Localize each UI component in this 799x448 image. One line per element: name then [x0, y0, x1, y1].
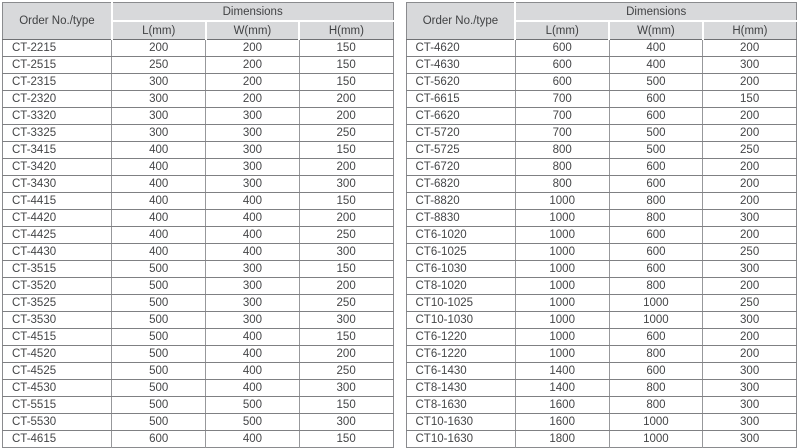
table-row — [406, 346, 797, 363]
l-cell: 500 — [112, 346, 206, 363]
order-no-cell: CT-8820 — [406, 193, 515, 210]
h-cell: 200 — [299, 159, 393, 176]
table-row — [3, 193, 394, 210]
l-cell: 1000 — [515, 329, 609, 346]
w-cell: 200 — [206, 40, 300, 57]
l-cell: 700 — [515, 91, 609, 108]
h-cell: 150 — [299, 40, 393, 57]
order-no-cell: CT-4415 — [3, 193, 112, 210]
w-cell: 400 — [206, 363, 300, 380]
l-cell: 700 — [515, 108, 609, 125]
l-cell: 500 — [112, 397, 206, 414]
w-cell: 200 — [206, 91, 300, 108]
h-cell: 300 — [703, 312, 797, 329]
h-cell: 150 — [703, 91, 797, 108]
w-cell: 200 — [206, 74, 300, 91]
h-cell: 250 — [703, 295, 797, 312]
l-cell: 400 — [112, 159, 206, 176]
h-cell: 300 — [299, 312, 393, 329]
order-no-cell: CT-3515 — [3, 261, 112, 278]
w-cell: 300 — [206, 278, 300, 295]
w-cell: 500 — [609, 74, 703, 91]
l-cell: 800 — [515, 159, 609, 176]
dimensions-header: Dimensions — [515, 3, 796, 22]
table-row — [406, 278, 797, 295]
order-no-cell: CT-6620 — [406, 108, 515, 125]
order-no-cell: CT-5725 — [406, 142, 515, 159]
h-cell: 200 — [703, 329, 797, 346]
w-cell: 500 — [609, 125, 703, 142]
l-cell: 1800 — [515, 431, 609, 448]
table-row — [406, 431, 797, 448]
h-cell: 150 — [299, 57, 393, 74]
order-no-cell: CT6-1220 — [406, 329, 515, 346]
w-cell: 300 — [206, 125, 300, 142]
w-cell: 600 — [609, 244, 703, 261]
table-row — [406, 193, 797, 210]
w-cell: 800 — [609, 210, 703, 227]
l-cell: 300 — [112, 108, 206, 125]
order-no-cell: CT8-1630 — [406, 397, 515, 414]
w-cell: 400 — [206, 210, 300, 227]
table-row — [3, 431, 394, 448]
h-cell: 250 — [703, 142, 797, 159]
l-cell: 1000 — [515, 346, 609, 363]
w-cell: 400 — [206, 193, 300, 210]
order-no-cell: CT-3415 — [3, 142, 112, 159]
h-cell: 200 — [703, 159, 797, 176]
h-cell: 200 — [299, 278, 393, 295]
table-row — [3, 176, 394, 193]
l-cell: 300 — [112, 74, 206, 91]
order-no-cell: CT-2320 — [3, 91, 112, 108]
order-no-cell: CT-6720 — [406, 159, 515, 176]
h-cell: 200 — [703, 40, 797, 57]
l-cell: 1000 — [515, 227, 609, 244]
order-no-type-header: Order No./type — [3, 3, 112, 40]
l-cell: 300 — [112, 125, 206, 142]
w-cell: 400 — [206, 329, 300, 346]
h-cell: 200 — [299, 346, 393, 363]
h-cell: 250 — [299, 295, 393, 312]
w-cell: 800 — [609, 193, 703, 210]
l-cell: 1400 — [515, 380, 609, 397]
order-no-cell: CT-4620 — [406, 40, 515, 57]
l-cell: 500 — [112, 363, 206, 380]
w-cell: 1000 — [609, 414, 703, 431]
table-row — [3, 159, 394, 176]
l-cell: 1000 — [515, 210, 609, 227]
table-row — [3, 397, 394, 414]
table-row — [406, 91, 797, 108]
h-cell: 300 — [703, 414, 797, 431]
h-cell: 250 — [703, 244, 797, 261]
table-row — [406, 74, 797, 91]
spec-table-right — [406, 2, 798, 448]
h-cell: 300 — [299, 244, 393, 261]
table-row — [406, 312, 797, 329]
order-no-cell: CT-4520 — [3, 346, 112, 363]
table-row — [406, 397, 797, 414]
order-no-cell: CT-5620 — [406, 74, 515, 91]
l-cell: 400 — [112, 227, 206, 244]
w-cell: 400 — [206, 380, 300, 397]
table-body — [3, 40, 394, 448]
l-cell: 600 — [515, 40, 609, 57]
h-cell: 150 — [299, 431, 393, 448]
height-header: H(mm) — [299, 21, 393, 40]
order-no-cell: CT10-1025 — [406, 295, 515, 312]
l-cell: 400 — [112, 142, 206, 159]
table-row — [3, 278, 394, 295]
l-cell: 500 — [112, 295, 206, 312]
order-no-cell: CT-3520 — [3, 278, 112, 295]
h-cell: 200 — [703, 227, 797, 244]
table-header — [406, 3, 797, 40]
table-row — [3, 329, 394, 346]
table-row — [406, 244, 797, 261]
order-no-cell: CT-4630 — [406, 57, 515, 74]
table-row — [3, 244, 394, 261]
w-cell: 400 — [206, 346, 300, 363]
table-row — [406, 57, 797, 74]
table-row — [3, 312, 394, 329]
h-cell: 200 — [703, 74, 797, 91]
h-cell: 300 — [299, 414, 393, 431]
l-cell: 1000 — [515, 193, 609, 210]
order-no-cell: CT-3420 — [3, 159, 112, 176]
h-cell: 200 — [703, 108, 797, 125]
l-cell: 500 — [112, 261, 206, 278]
w-cell: 400 — [206, 244, 300, 261]
h-cell: 200 — [703, 125, 797, 142]
table-row — [406, 414, 797, 431]
order-no-cell: CT-3320 — [3, 108, 112, 125]
h-cell: 250 — [299, 363, 393, 380]
l-cell: 1600 — [515, 397, 609, 414]
h-cell: 150 — [299, 397, 393, 414]
order-no-cell: CT-4525 — [3, 363, 112, 380]
order-no-type-header: Order No./type — [406, 3, 515, 40]
l-cell: 500 — [112, 414, 206, 431]
h-cell: 200 — [703, 278, 797, 295]
w-cell: 300 — [206, 142, 300, 159]
table-row — [406, 142, 797, 159]
h-cell: 150 — [299, 261, 393, 278]
l-cell: 1000 — [515, 261, 609, 278]
w-cell: 600 — [609, 261, 703, 278]
order-no-cell: CT-4420 — [3, 210, 112, 227]
w-cell: 600 — [609, 329, 703, 346]
table-row — [3, 74, 394, 91]
width-header: W(mm) — [609, 21, 703, 40]
table-row — [3, 346, 394, 363]
dimensions-header: Dimensions — [112, 3, 393, 22]
l-cell: 1600 — [515, 414, 609, 431]
table-row — [406, 108, 797, 125]
h-cell: 200 — [299, 91, 393, 108]
w-cell: 800 — [609, 380, 703, 397]
order-no-cell: CT10-1030 — [406, 312, 515, 329]
l-cell: 400 — [112, 193, 206, 210]
l-cell: 500 — [112, 329, 206, 346]
w-cell: 500 — [609, 142, 703, 159]
h-cell: 250 — [299, 125, 393, 142]
l-cell: 300 — [112, 91, 206, 108]
l-cell: 600 — [515, 74, 609, 91]
w-cell: 800 — [609, 278, 703, 295]
h-cell: 300 — [703, 57, 797, 74]
h-cell: 250 — [299, 227, 393, 244]
l-cell: 1000 — [515, 295, 609, 312]
table-row — [406, 176, 797, 193]
table-row — [3, 363, 394, 380]
table-header — [3, 3, 394, 40]
l-cell: 1400 — [515, 363, 609, 380]
h-cell: 200 — [299, 108, 393, 125]
w-cell: 600 — [609, 363, 703, 380]
l-cell: 500 — [112, 312, 206, 329]
w-cell: 400 — [206, 227, 300, 244]
order-no-cell: CT-5515 — [3, 397, 112, 414]
order-no-cell: CT-6820 — [406, 176, 515, 193]
h-cell: 200 — [703, 193, 797, 210]
width-header: W(mm) — [206, 21, 300, 40]
table-row — [406, 295, 797, 312]
order-no-cell: CT-3430 — [3, 176, 112, 193]
table-row — [3, 261, 394, 278]
order-no-cell: CT6-1025 — [406, 244, 515, 261]
h-cell: 150 — [299, 74, 393, 91]
table-row — [3, 108, 394, 125]
order-no-cell: CT-3525 — [3, 295, 112, 312]
order-no-cell: CT-4515 — [3, 329, 112, 346]
h-cell: 150 — [299, 329, 393, 346]
table-row — [406, 40, 797, 57]
order-no-cell: CT-3325 — [3, 125, 112, 142]
order-no-cell: CT-6615 — [406, 91, 515, 108]
order-no-cell: CT6-1030 — [406, 261, 515, 278]
h-cell: 150 — [299, 142, 393, 159]
w-cell: 600 — [609, 91, 703, 108]
l-cell: 400 — [112, 244, 206, 261]
table-row — [3, 380, 394, 397]
w-cell: 200 — [206, 57, 300, 74]
h-cell: 200 — [703, 176, 797, 193]
table-row — [406, 261, 797, 278]
h-cell: 150 — [299, 193, 393, 210]
order-no-cell: CT-8830 — [406, 210, 515, 227]
order-no-cell: CT-2515 — [3, 57, 112, 74]
w-cell: 1000 — [609, 312, 703, 329]
table-body — [406, 40, 797, 448]
l-cell: 1000 — [515, 312, 609, 329]
order-no-cell: CT6-1430 — [406, 363, 515, 380]
table-row — [3, 210, 394, 227]
h-cell: 300 — [703, 363, 797, 380]
order-no-cell: CT8-1020 — [406, 278, 515, 295]
table-row — [406, 159, 797, 176]
table-row — [406, 380, 797, 397]
order-no-cell: CT-3530 — [3, 312, 112, 329]
w-cell: 400 — [206, 431, 300, 448]
w-cell: 800 — [609, 397, 703, 414]
h-cell: 300 — [703, 261, 797, 278]
order-no-cell: CT-4530 — [3, 380, 112, 397]
h-cell: 300 — [299, 380, 393, 397]
order-no-cell: CT10-1630 — [406, 414, 515, 431]
h-cell: 200 — [299, 210, 393, 227]
table-row — [3, 142, 394, 159]
table-row — [3, 414, 394, 431]
order-no-cell: CT-5720 — [406, 125, 515, 142]
w-cell: 300 — [206, 295, 300, 312]
w-cell: 1000 — [609, 295, 703, 312]
w-cell: 600 — [609, 227, 703, 244]
w-cell: 600 — [609, 159, 703, 176]
table-row — [406, 363, 797, 380]
w-cell: 400 — [609, 40, 703, 57]
h-cell: 300 — [299, 176, 393, 193]
order-no-cell: CT6-1020 — [406, 227, 515, 244]
table-row — [406, 227, 797, 244]
l-cell: 250 — [112, 57, 206, 74]
w-cell: 500 — [206, 414, 300, 431]
order-no-cell: CT-5530 — [3, 414, 112, 431]
w-cell: 600 — [609, 108, 703, 125]
table-row — [3, 40, 394, 57]
order-no-cell: CT10-1630 — [406, 431, 515, 448]
length-header: L(mm) — [515, 21, 609, 40]
order-no-cell: CT-2315 — [3, 74, 112, 91]
l-cell: 1000 — [515, 244, 609, 261]
table-row — [3, 57, 394, 74]
w-cell: 300 — [206, 176, 300, 193]
h-cell: 200 — [703, 346, 797, 363]
table-row — [3, 295, 394, 312]
order-no-cell: CT-4430 — [3, 244, 112, 261]
l-cell: 400 — [112, 210, 206, 227]
height-header: H(mm) — [703, 21, 797, 40]
table-row — [406, 210, 797, 227]
h-cell: 300 — [703, 380, 797, 397]
l-cell: 600 — [515, 57, 609, 74]
table-row — [3, 125, 394, 142]
spec-table-left — [2, 2, 394, 448]
length-header: L(mm) — [112, 21, 206, 40]
order-no-cell: CT8-1430 — [406, 380, 515, 397]
l-cell: 700 — [515, 125, 609, 142]
l-cell: 800 — [515, 176, 609, 193]
l-cell: 500 — [112, 278, 206, 295]
l-cell: 800 — [515, 142, 609, 159]
w-cell: 300 — [206, 108, 300, 125]
l-cell: 500 — [112, 380, 206, 397]
l-cell: 400 — [112, 176, 206, 193]
l-cell: 200 — [112, 40, 206, 57]
order-no-cell: CT-4615 — [3, 431, 112, 448]
w-cell: 600 — [609, 176, 703, 193]
table-row — [3, 91, 394, 108]
w-cell: 500 — [206, 397, 300, 414]
h-cell: 300 — [703, 210, 797, 227]
w-cell: 300 — [206, 159, 300, 176]
order-no-cell: CT-4425 — [3, 227, 112, 244]
h-cell: 300 — [703, 397, 797, 414]
order-no-cell: CT-2215 — [3, 40, 112, 57]
l-cell: 1000 — [515, 278, 609, 295]
l-cell: 600 — [112, 431, 206, 448]
h-cell: 300 — [703, 431, 797, 448]
w-cell: 400 — [609, 57, 703, 74]
w-cell: 800 — [609, 346, 703, 363]
w-cell: 300 — [206, 261, 300, 278]
table-row — [406, 329, 797, 346]
table-row — [406, 125, 797, 142]
w-cell: 1000 — [609, 431, 703, 448]
table-row — [3, 227, 394, 244]
order-no-cell: CT6-1220 — [406, 346, 515, 363]
w-cell: 300 — [206, 312, 300, 329]
